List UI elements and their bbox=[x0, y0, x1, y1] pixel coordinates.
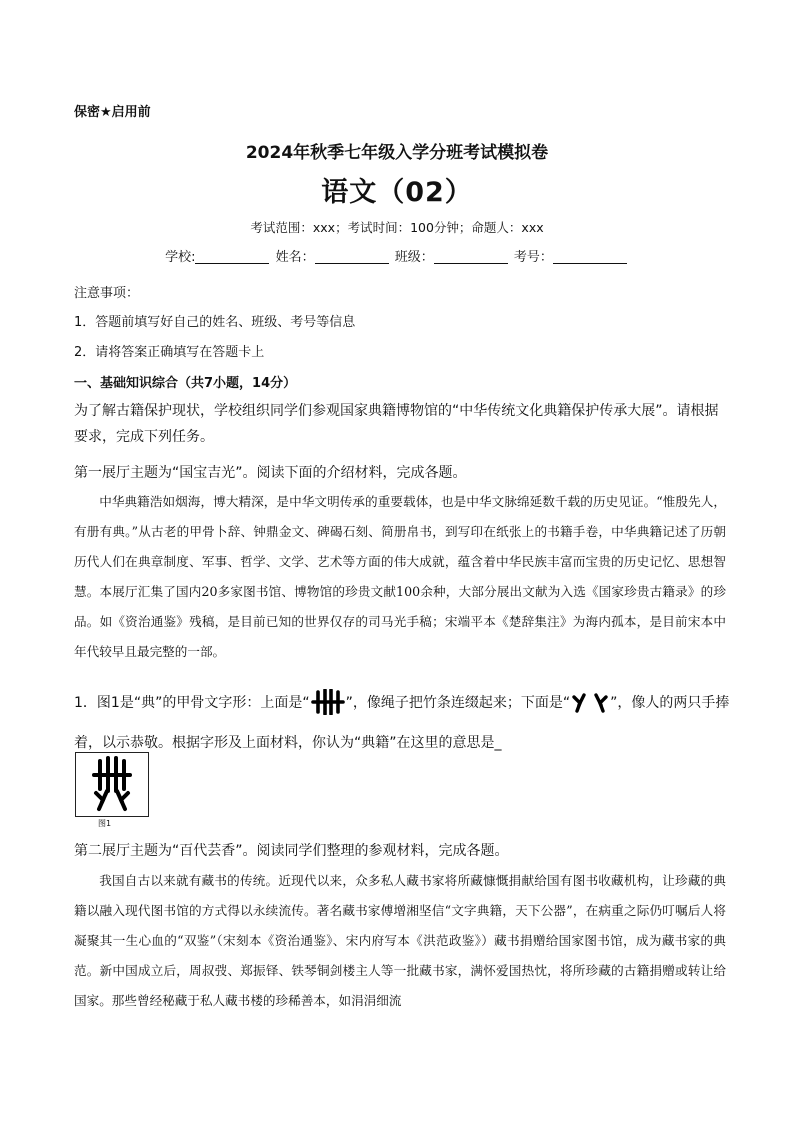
school-label: 学校: bbox=[165, 250, 196, 265]
oracle-bone-dian-icon bbox=[76, 753, 148, 816]
number-blank[interactable] bbox=[553, 249, 627, 264]
reading-passage-1: 中华典籍浩如烟海，博大精深，是中华文明传承的重要载体，也是中华文脉绵延数千载的历史见证。“惟殷先人，有册有典。”从古老的甲骨卜辞、钟鼎金文、碑碣石刻、简册帛书，到写印在纸张上的书籍手卷，中华典籍记述了历朝历代人们在典章制度、军事、哲学、文学、艺术等方面的伟大成就，蕴含着中华民族丰富而宝贵的历史记忆、思想智慧。本展厅汇集了国内20多家图书馆、博物馆的珍贵文献100余种，大部分展出文献为入选《国家珍贵古籍录》的珍品。如《资治通鉴》残稿，是目前已知的世界仅存的司马光手稿；宋端平本《楚辞集注》为海内孤本，是目前宋本中年代较早且最完整的一部。 bbox=[74, 494, 726, 659]
figure-1 bbox=[75, 752, 149, 817]
question-1-text-c: ”，像人的两只手捧着，以示恭敬。根据字形及上面材料，你认为“典籍”在这里的意思是_ bbox=[74, 695, 730, 751]
secret-label: 保密★启用前 bbox=[74, 105, 151, 120]
reading-passage-2: 我国自古以来就有藏书的传统。近现代以来，众多私人藏书家将所藏慷慨捐献给国有图书收藏机构，让珍藏的典籍以融入现代图书馆的方式得以永续流传。著名藏书家傅增湘坚信“文字典籍，天下公器”，在病重之际仍叮嘱后人将凝聚其一生心血的“双鉴”（宋刻本《资治通鉴》、宋内府写本《洪范政鉴》）藏书捐赠给国家图书馆，成为藏书家的典范。新中国成立后，周叔弢、郑振铎、铁琴铜剑楼主人等一批藏书家，满怀爱国热忱，将所珍藏的古籍捐赠或转让给国家。那些曾经秘藏于私人藏书楼的珍稀善本，如涓涓细流 bbox=[74, 873, 726, 1008]
exam-title: 2024年秋季七年级入学分班考试模拟卷 bbox=[245, 143, 549, 163]
subject-title: 语文（02） bbox=[321, 177, 473, 208]
exam-info: 考试范围：xxx；考试时间：100分钟；命题人：xxx bbox=[250, 220, 544, 235]
oracle-bone-ce-icon bbox=[310, 689, 346, 727]
hall2-instruction: 第二展厅主题为“百代芸香”。阅读同学们整理的参观材料，完成各题。 bbox=[74, 843, 509, 859]
name-blank[interactable] bbox=[315, 249, 389, 264]
class-label: 班级： bbox=[394, 250, 434, 265]
note-item: 2．请将答案正确填写在答题卡上 bbox=[74, 345, 265, 360]
oracle-bone-hands-icon bbox=[570, 691, 610, 727]
section-heading: 一、基础知识综合（共7小题，14分） bbox=[74, 376, 297, 391]
notes-heading: 注意事项： bbox=[74, 286, 140, 301]
section-intro: 为了解古籍保护现状，学校组织同学们参观国家典籍博物馆的“中华传统文化典籍保护传承大展”。请根据要求，完成下列任务。 bbox=[74, 403, 719, 445]
class-blank[interactable] bbox=[434, 249, 508, 264]
number-label: 考号： bbox=[513, 250, 553, 265]
student-info-line bbox=[0, 246, 794, 265]
question-1 bbox=[74, 687, 734, 759]
name-label: 姓名： bbox=[275, 250, 315, 265]
figure-caption: 图1 bbox=[98, 819, 112, 828]
question-1-text-b: ”，像绳子把竹条连缀起来；下面是“ bbox=[345, 695, 571, 711]
note-item: 1．答题前填写好自己的姓名、班级、考号等信息 bbox=[74, 315, 356, 330]
hall1-instruction: 第一展厅主题为“国宝吉光”。阅读下面的介绍材料，完成各题。 bbox=[74, 465, 467, 481]
question-1-text-a: 1．图1是“典”的甲骨文字形：上面是“ bbox=[74, 695, 310, 711]
school-blank[interactable] bbox=[195, 249, 269, 264]
